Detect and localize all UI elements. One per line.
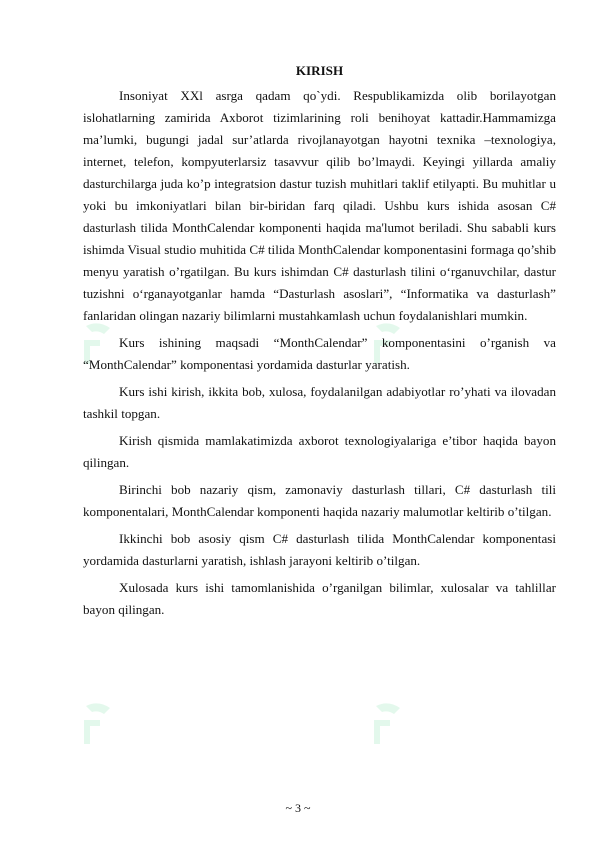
page-number: ~ 3 ~ <box>285 801 311 815</box>
watermark-logo-icon <box>370 700 406 746</box>
page-title: KIRISH <box>295 63 344 78</box>
paragraph-goal: Kurs ishining maqsadi “MonthCalendar” komponentasini o’rganish va “MonthCalendar” komponentasi yordamida dasturlar yaratish. <box>83 335 556 372</box>
watermark-logo-icon <box>80 700 116 746</box>
paragraph-conclusion: Xulosada kurs ishi tamomlanishida o’rganilgan bilimlar, xulosalar va tahlillar bayon qilingan. <box>83 580 556 617</box>
paragraph-introduction-summary: Kirish qismida mamlakatimizda axborot texnologiyalariga e’tibor haqida bayon qilingan. <box>83 433 556 470</box>
paragraph-chapter-two: Ikkinchi bob asosiy qism C# dasturlash tilida MonthCalendar komponentasi yordamida dasturlarni yaratish, ishlash jarayoni keltirib o’tilgan. <box>83 531 556 568</box>
paragraph-chapter-one: Birinchi bob nazariy qism, zamonaviy dasturlash tillari, C# dasturlash tili komponentalari, MonthCalendar komponenti haqida nazariy malumotlar keltirib o’tilgan. <box>83 482 556 519</box>
document-body <box>83 60 556 626</box>
paragraph-intro: Insoniyat XXl asrga qadam qo`ydi. Respublikamizda olib borilayotgan islohatlarning zamirida Axborot tizimlarining roli benihoyat kattadir.Hammamizga ma’lumki, bugungi jadal sur’atlarda rivojlanayotgan hayotni texnika –texnologiya, internet, telefon, kompyuterlarsiz tasavvur qilib bo’lmaydi. Keyingi yillarda amaliy dasturchilarga juda ko’p integratsion dastur tuzish muhitlari taklif etilyapti. Bu muhitlar u yoki bu imkoniyatlari bilan bir-biridan farq qiladi. Ushbu kurs ishida asosan C# dasturlash tilida MonthCalendar komponenti haqida ma'lumot beriladi. Shu sababli kurs ishimda Visual studio muhitida C# tilida MonthCalendar komponentasini formaga qo’shib menyu yaratish o’rgatilgan. Bu kurs ishimdan C# dasturlash tilini o‘rganuvchilar, dastur tuzishni o‘rganayotganlar hamda “Dasturlash asoslari”, “Informatika va dasturlash” fanlaridan olingan nazariy bilimlarni mustahkamlash uchun foydalanishlari mumkin. <box>83 88 556 323</box>
paragraph-structure: Kurs ishi kirish, ikkita bob, xulosa, foydalanilgan adabiyotlar ro’yhati va ilovadan tashkil topgan. <box>83 384 556 421</box>
